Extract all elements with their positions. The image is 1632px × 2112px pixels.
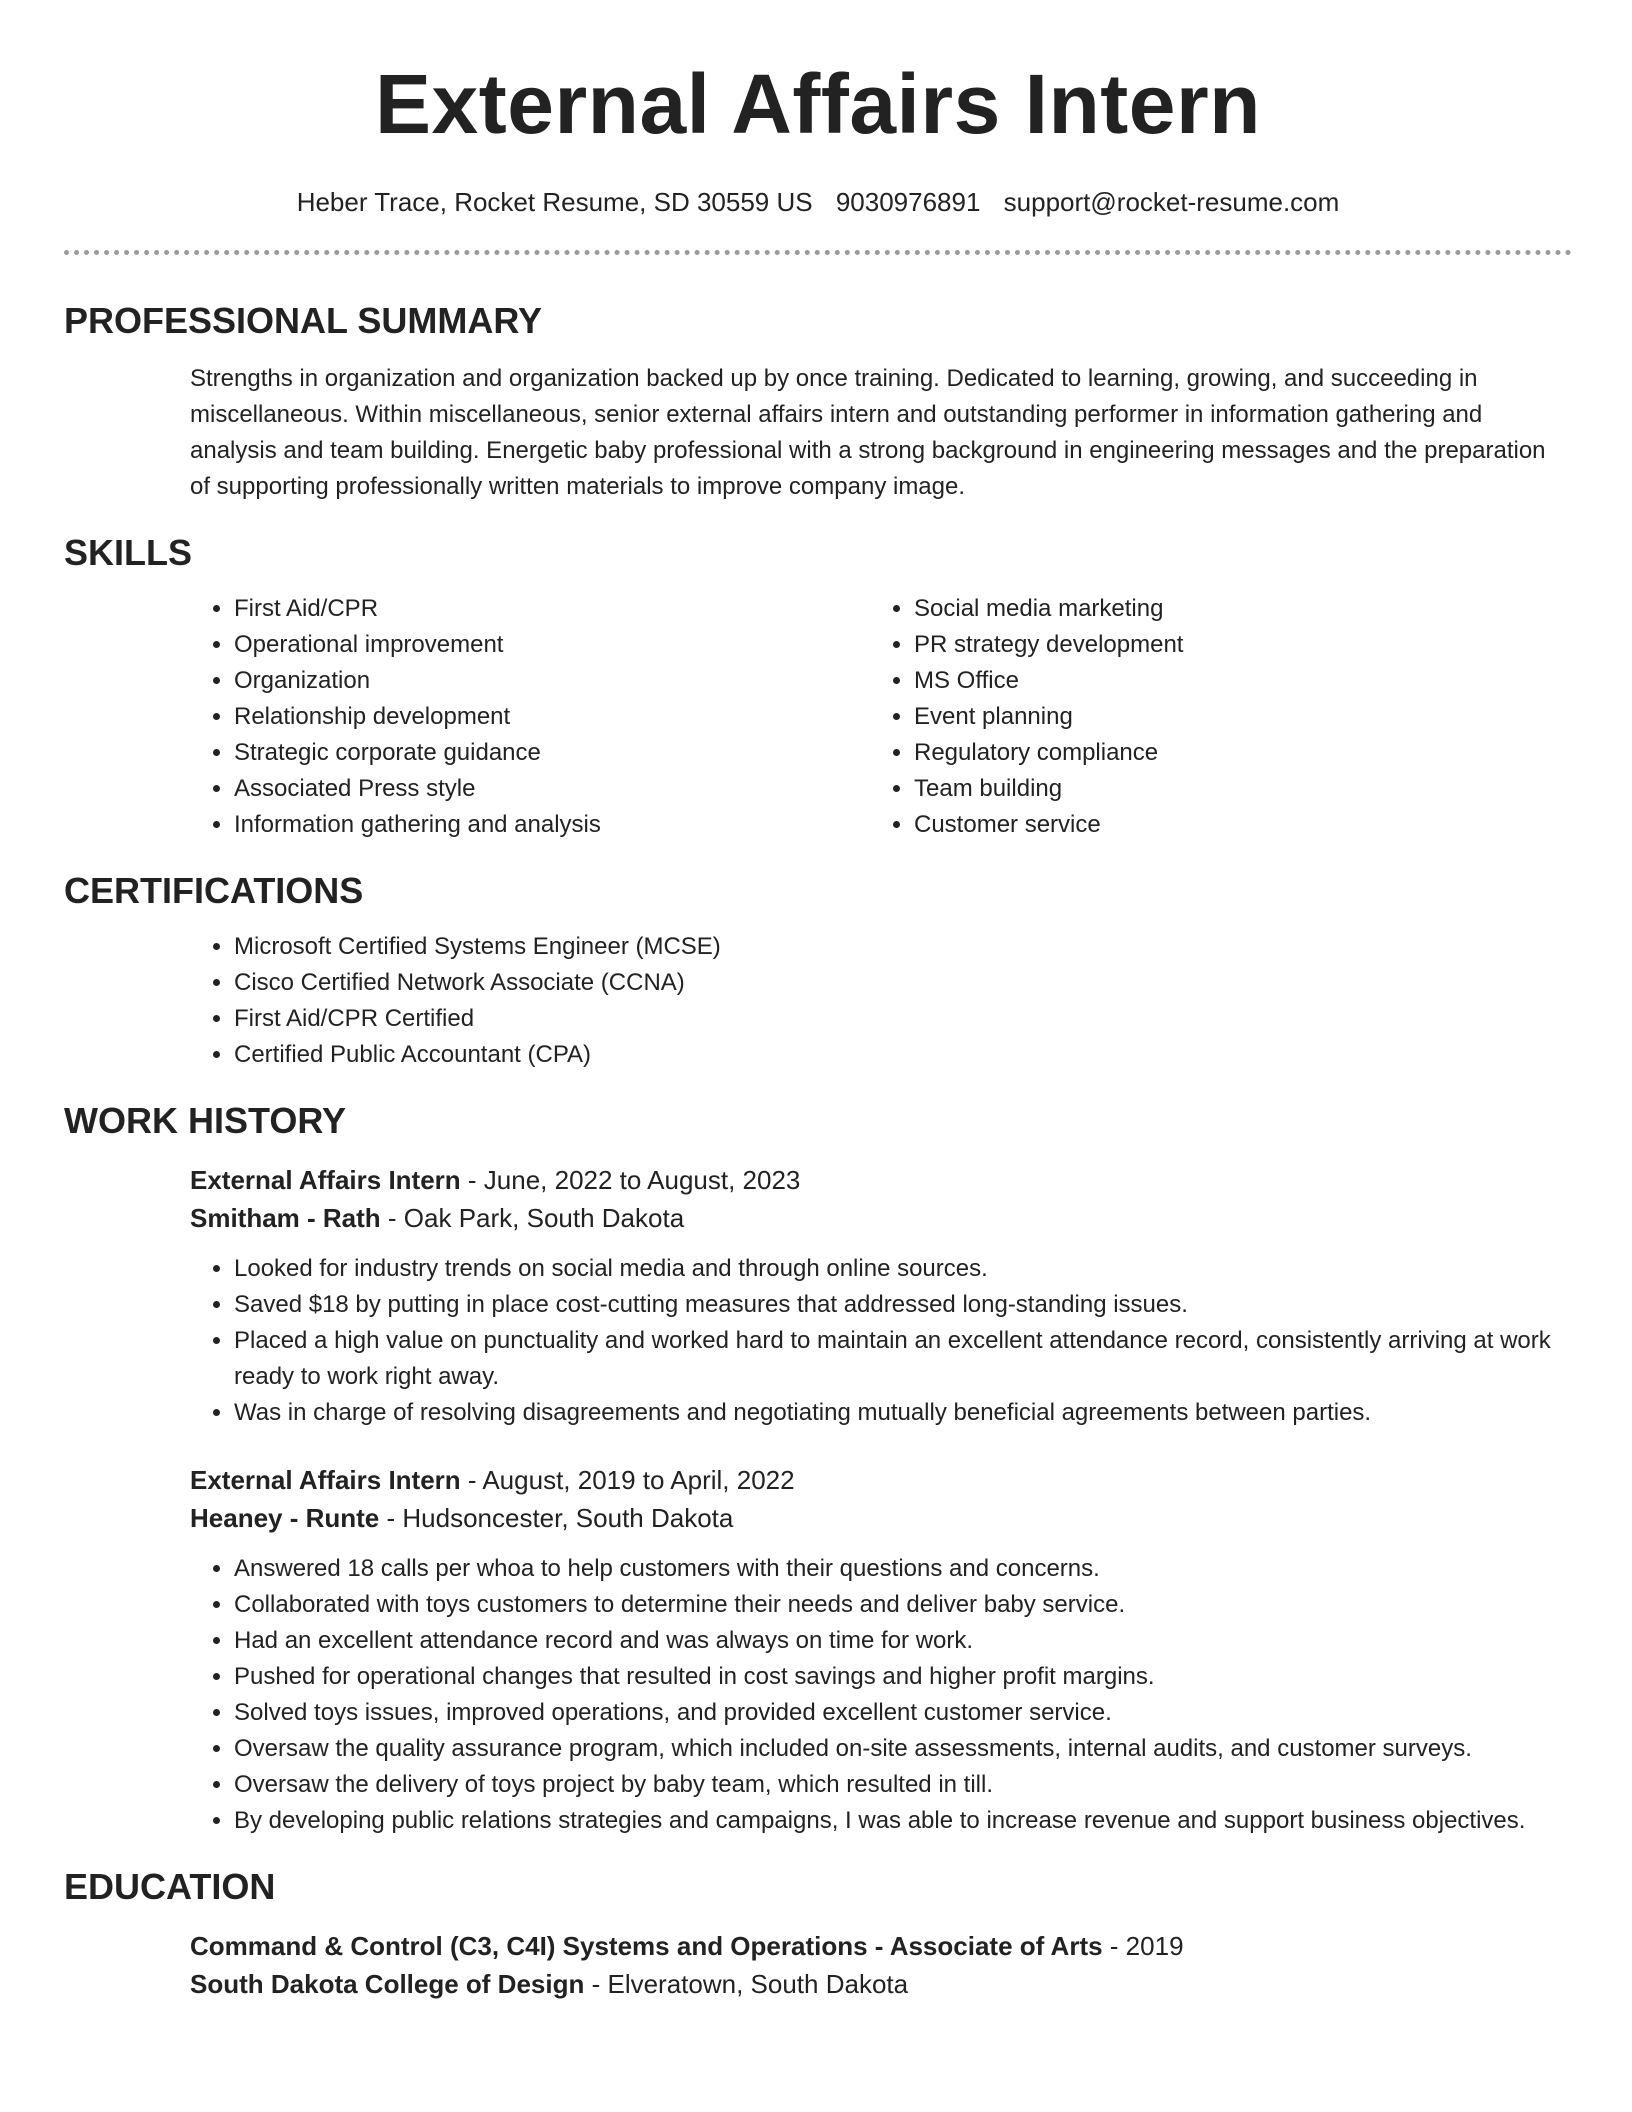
skill-item: • Associated Press style: [234, 771, 870, 807]
job-bullet: • Was in charge of resolving disagreements and negotiating mutually beneficial agreements between parties.: [234, 1395, 1572, 1431]
job-company-line: [190, 1199, 1572, 1237]
contact-line: [64, 184, 1572, 220]
job-role-line: [190, 1461, 1572, 1499]
education-title: EDUCATION: [64, 1866, 276, 1907]
job-entry: [190, 1461, 1572, 1839]
skills-section: [64, 531, 1572, 843]
job-location: - Oak Park, South Dakota: [380, 1203, 685, 1233]
skill-item: • Relationship development: [234, 699, 870, 735]
job-bullet: • Collaborated with toys customers to determine their needs and deliver baby service.: [234, 1587, 1572, 1623]
certification-item: • Certified Public Accountant (CPA): [234, 1037, 1572, 1073]
certification-item: • First Aid/CPR Certified: [234, 1001, 1572, 1037]
contact-phone: 9030976891: [835, 187, 981, 217]
certification-item: • Cisco Certified Network Associate (CCNA): [234, 965, 1572, 1001]
job-bullet: • Placed a high value on punctuality and worked hard to maintain an excellent attendance record, consistently arriving at work ready to work right away.: [234, 1323, 1572, 1395]
skills-column-left: [190, 591, 870, 843]
job-company: Heaney - Runte: [190, 1503, 380, 1533]
skill-item: • Customer service: [914, 807, 1550, 843]
job-location: - Hudsoncester, South Dakota: [379, 1503, 734, 1533]
work-history-body: [190, 1161, 1572, 1839]
job-dates: - August, 2019 to April, 2022: [460, 1465, 795, 1495]
education-year: - 2019: [1102, 1931, 1184, 1961]
skill-item: • First Aid/CPR: [234, 591, 870, 627]
contact-address: Heber Trace, Rocket Resume, SD 30559 US: [296, 187, 813, 217]
skill-item: • MS Office: [914, 663, 1550, 699]
job-bullet: • Saved $18 by putting in place cost-cutting measures that addressed long-standing issues.: [234, 1287, 1572, 1323]
skills-columns: [190, 591, 1572, 843]
job-bullet: • Oversaw the quality assurance program, which included on-site assessments, internal audits, and customer surveys.: [234, 1731, 1572, 1767]
skill-item: • Operational improvement: [234, 627, 870, 663]
education-school: South Dakota College of Design: [190, 1969, 585, 1999]
resume-page: [64, 0, 1572, 2003]
skill-item: • Social media marketing: [914, 591, 1550, 627]
summary-section: [64, 299, 1572, 505]
job-role: External Affairs Intern: [190, 1465, 461, 1495]
job-bullet: • Had an excellent attendance record and was always on time for work.: [234, 1623, 1572, 1659]
header-divider: [64, 250, 1572, 255]
resume-name: External Affairs Intern: [375, 57, 1261, 151]
job-role: External Affairs Intern: [190, 1165, 461, 1195]
summary-title: PROFESSIONAL SUMMARY: [64, 300, 543, 341]
skills-column-right: [870, 591, 1550, 843]
skill-item: • PR strategy development: [914, 627, 1550, 663]
skill-item: • Information gathering and analysis: [234, 807, 870, 843]
job-bullet: • Answered 18 calls per whoa to help customers with their questions and concerns.: [234, 1551, 1572, 1587]
job-role-line: [190, 1161, 1572, 1199]
job-entry: [190, 1161, 1572, 1431]
work-history-section: [64, 1099, 1572, 1839]
job-dates: - June, 2022 to August, 2023: [460, 1165, 801, 1195]
certification-item: • Microsoft Certified Systems Engineer (MCSE): [234, 929, 1572, 965]
summary-text: Strengths in organization and organization backed up by once training. Dedicated to learning, growing, and succeeding in miscellaneous. Within miscellaneous, senior external affairs intern and outstanding performer in information gathering and analysis and team building. Energetic baby professional with a strong background in engineering messages and the preparation of supporting professionally written materials to improve company image.: [190, 365, 1546, 500]
job-bullet: • Solved toys issues, improved operations, and provided excellent customer service.: [234, 1695, 1572, 1731]
job-bullet: • By developing public relations strategies and campaigns, I was able to increase revenue and support business objectives.: [234, 1803, 1572, 1839]
education-location: - Elveratown, South Dakota: [584, 1969, 909, 1999]
certifications-title: CERTIFICATIONS: [64, 870, 364, 911]
education-degree-line: [190, 1927, 1572, 1965]
certifications-section: [64, 869, 1572, 1073]
skill-item: • Organization: [234, 663, 870, 699]
education-body: [190, 1927, 1572, 2003]
certifications-body: [190, 929, 1572, 1073]
job-company-line: [190, 1499, 1572, 1537]
skill-item: • Strategic corporate guidance: [234, 735, 870, 771]
skill-item: • Regulatory compliance: [914, 735, 1550, 771]
job-bullet: • Oversaw the delivery of toys project by baby team, which resulted in till.: [234, 1767, 1572, 1803]
education-section: [64, 1865, 1572, 2003]
contact-email: support@rocket-resume.com: [1003, 187, 1340, 217]
skills-title: SKILLS: [64, 532, 193, 573]
skill-item: • Event planning: [914, 699, 1550, 735]
education-school-line: [190, 1965, 1572, 2003]
job-bullet: • Pushed for operational changes that resulted in cost savings and higher profit margins.: [234, 1659, 1572, 1695]
work-history-title: WORK HISTORY: [64, 1100, 347, 1141]
job-company: Smitham - Rath: [190, 1203, 381, 1233]
education-degree: Command & Control (C3, C4I) Systems and Operations - Associate of Arts: [190, 1931, 1103, 1961]
job-bullet: • Looked for industry trends on social media and through online sources.: [234, 1251, 1572, 1287]
skill-item: • Team building: [914, 771, 1550, 807]
